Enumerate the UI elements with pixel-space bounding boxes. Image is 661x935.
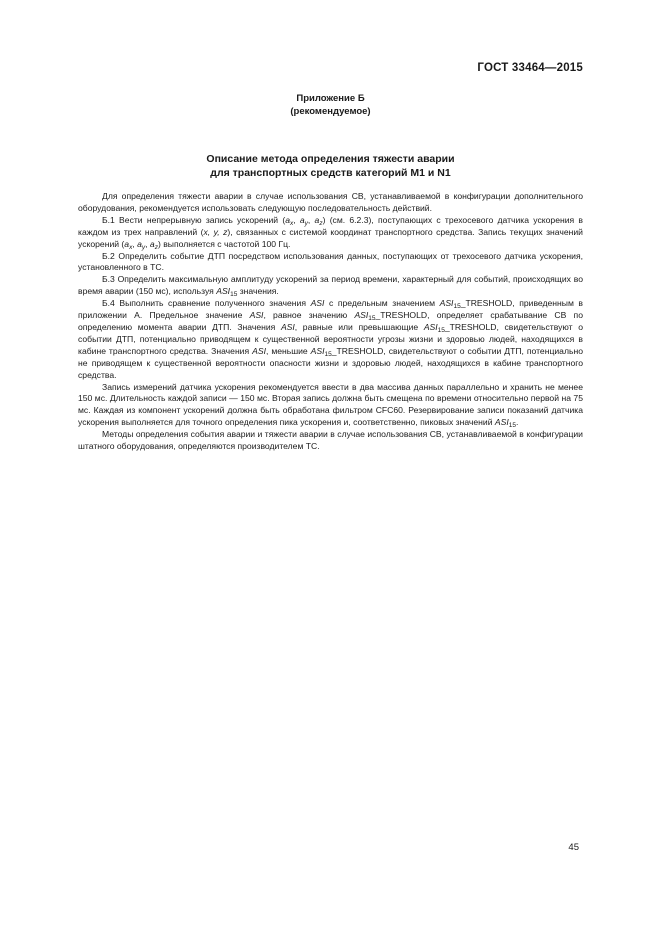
section-title-line-2: для транспортных средств категорий М1 и N1 bbox=[210, 167, 451, 179]
paragraph-b3: Б.3 Определить максимальную амплитуду ускорений за период времени, характерный для событий, происходящих во время аварии (150 мс), используя $ASI_{15}$ значения. bbox=[78, 274, 583, 299]
paragraph-intro: Для определения тяжести аварии в случае использования СВ, устанавливаемой в конфигурации дополнительного оборудования, рекомендуется использовать следующую последовательность действий. bbox=[78, 191, 583, 213]
paragraph-b1: Б.1 Вести непрерывную запись ускорений ($a_x$, $a_y$, $a_z$) (см. 6.2.3), поступающих с трехосевого датчика ускорения в каждом из трех направлений (x, y, z), связанных с системой координат транспортного средства. Запись текущих значений ускорений ($a_x$, $a_y$, $a_z$) выполняется с частотой 100 Гц. bbox=[78, 214, 583, 251]
appendix-heading bbox=[0, 92, 661, 118]
section-title bbox=[0, 152, 661, 180]
document-body bbox=[78, 191, 583, 453]
appendix-title: Приложение Б bbox=[296, 93, 365, 104]
paragraph-recording: Запись измерений датчика ускорения рекомендуется ввести в два массива данных параллельно и хранить не менее 150 мс. Длительность каждой записи — 150 мс. Вторая запись должна быть смещена по времени относительно первой на 75 мс. Каждая из компонент ускорений должна быть обработана фильтром CFC60. Резервирование записи показаний датчика ускорения выполняется для точного определения пика ускорения и, соответственно, пиковых значений $ASI_{15}$. bbox=[78, 381, 583, 430]
section-title-line-1: Описание метода определения тяжести аварии bbox=[206, 153, 455, 165]
page-number: 45 bbox=[568, 842, 579, 853]
standard-code: ГОСТ 33464—2015 bbox=[477, 62, 583, 74]
appendix-status: (рекомендуемое) bbox=[290, 106, 371, 117]
paragraph-b4: Б.4 Выполнить сравнение полученного значения ASI с предельным значением $ASI_{15}\_TRESHOLD$, приведенным в приложении А. Предельное значение ASI, равное значению $ASI_{15}\_TRESHOLD$, определяет срабатывание СВ по определению момента аварии ДТП. Значения ASI, равные или превышающие $ASI_{15}\_TRESHOLD$, свидетельствуют о событии ДТП, потенциально приводящем к существенной вероятности угрозы жизни и здоровью людей, находящихся в кабине транспортного средства. Значения ASI, меньшие $ASI_{15}\_TRESHOLD$, свидетельствуют о событии ДТП, потенциально не приводящем к существенной вероятности опасности жизни и здоровью людей, находящихся в кабине транспортного средства. bbox=[78, 298, 584, 380]
paragraph-closing: Методы определения события аварии и тяжести аварии в случае использования СВ, устанавливаемой в конфигурации штатного оборудования, определяются производителем ТС. bbox=[78, 429, 583, 452]
paragraph-b2: Б.2 Определить событие ДТП посредством использования данных, поступающих от трехосевого датчика ускорения, установленного в ТС. bbox=[78, 250, 583, 273]
